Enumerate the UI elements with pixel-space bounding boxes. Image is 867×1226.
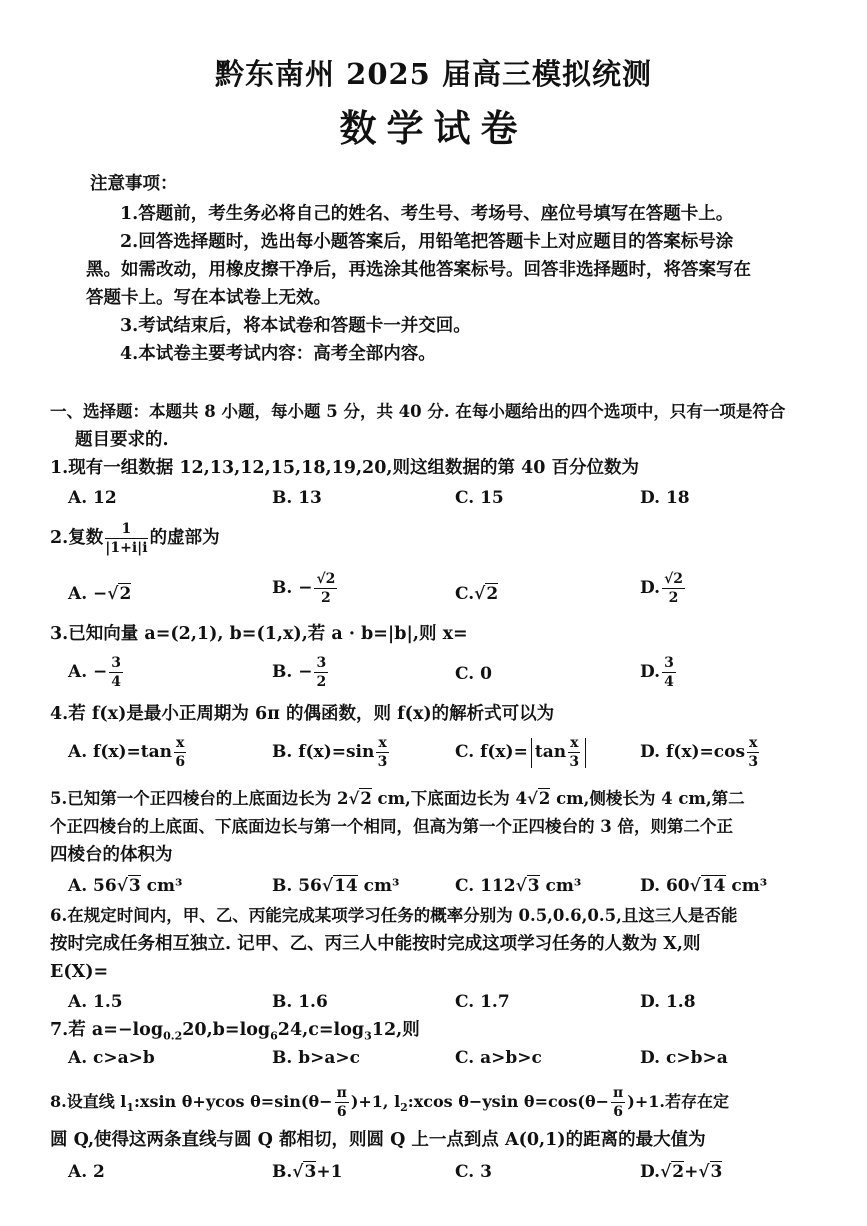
q5-d-unit: cm³ <box>725 876 768 896</box>
q3-d-den: 4 <box>664 674 674 690</box>
q7-pre: 7.若 a=−log <box>50 1020 164 1040</box>
q4-c-fraction <box>568 736 580 769</box>
q4-c-num: x <box>570 735 579 751</box>
q3-a-pre: A. − <box>68 662 108 682</box>
q8-d-pre: D. <box>640 1162 661 1182</box>
q2-b-pre: B. − <box>272 578 313 598</box>
q4-option-d <box>640 736 761 769</box>
q2-a-pre: A. − <box>68 584 108 604</box>
q6-option-a: A. 1.5 <box>68 992 123 1012</box>
q8-l1-c: )+1, l <box>350 1092 401 1111</box>
q3-a-fraction <box>109 656 123 689</box>
q3-option-b <box>272 656 330 689</box>
q1-option-b: B. 13 <box>272 488 322 508</box>
q4-b-num: x <box>378 735 387 751</box>
q5-c-unit: cm³ <box>539 876 582 896</box>
q5-l1-c: cm,侧棱长为 4 cm,第二 <box>550 789 745 808</box>
section-heading: 一、选择题：本题共 8 小题，每小题 5 分，共 40 分. 在每小题给出的四个选项中，只有一项是符合 <box>50 402 786 421</box>
q2-stem <box>50 522 220 555</box>
q6-option-d: D. 1.8 <box>640 992 696 1012</box>
q2-a-radicand: 2 <box>119 584 132 604</box>
note-3: 3.考试结束后，将本试卷和答题卡一并交回。 <box>120 316 471 336</box>
q7-stem <box>50 1018 420 1049</box>
q8-option-a: A. 2 <box>68 1162 105 1182</box>
q3-b-fraction <box>314 656 328 689</box>
subject-title: 数学试卷 <box>339 106 528 150</box>
note-4: 4.本试卷主要考试内容：高考全部内容。 <box>120 344 436 364</box>
q8-l1-b: :xsin θ+ycos θ=sin(θ− <box>134 1092 333 1111</box>
q1-option-c: C. 15 <box>455 488 504 508</box>
q6-option-b: B. 1.6 <box>272 992 328 1012</box>
q2-stem-pre: 2.复数 <box>50 528 104 548</box>
q4-b-pre: B. f(x)=sin <box>272 742 375 762</box>
q4-b-den: 3 <box>377 754 388 770</box>
q4-option-a <box>68 736 188 769</box>
q2-d-den: 2 <box>668 590 679 606</box>
q8-frac-1-num: π <box>336 1085 347 1101</box>
q4-option-b <box>272 736 391 769</box>
q8-option-c: C. 3 <box>455 1162 492 1182</box>
q8-frac-1-den: 6 <box>336 1104 347 1120</box>
q4-a-fraction <box>174 736 186 769</box>
q4-d-pre: D. f(x)=cos <box>640 742 746 762</box>
q8-frac-1 <box>335 1086 349 1119</box>
q8-b-pre: B. <box>272 1162 293 1182</box>
q7-end: 12,则 <box>371 1020 420 1040</box>
q5-option-c: C. 112√3 cm³ <box>455 876 582 896</box>
note-1: 1.答题前，考生务必将自己的姓名、考生号、考场号、座位号填写在答题卡上。 <box>120 204 734 224</box>
q4-d-den: 3 <box>748 754 759 770</box>
q5-l1-a: 5.已知第一个正四棱台的上底面边长为 2 <box>50 789 349 808</box>
q5-line-2: 个正四棱台的上底面、下底面边长与第一个相同，但高为第一个正四棱台的 3 倍，则第二个正 <box>50 817 733 836</box>
q5-b-rad: 14 <box>334 876 358 896</box>
q8-d-rad1: 2 <box>672 1162 685 1182</box>
q3-b-pre: B. − <box>272 662 313 682</box>
q5-a-pre: A. 56 <box>68 876 117 896</box>
q6-line-2: 按时完成任务相互独立. 记甲、乙、丙三人中能按时完成这项学习任务的人数为 X,则 <box>50 934 701 954</box>
exam-title: 黔东南州 2025 届高三模拟统测 <box>215 57 652 91</box>
q3-option-d <box>640 656 678 689</box>
q5-d-pre: D. 60 <box>640 876 690 896</box>
q4-d-fraction <box>747 736 759 769</box>
q8-sub-1: 1 <box>126 1101 135 1115</box>
q5-l1-rad1: 2 <box>360 789 372 808</box>
section-heading-cont: 题目要求的. <box>75 430 169 450</box>
q7-option-b: B. b>a>c <box>272 1048 360 1068</box>
q2-fraction <box>105 522 147 555</box>
q8-l1-a: 8.设直线 l <box>50 1092 127 1111</box>
q2-d-fraction <box>662 572 685 605</box>
q4-stem: 4.若 f(x)是最小正周期为 6π 的偶函数，则 f(x)的解析式可以为 <box>50 704 555 724</box>
q8-option-d: D.√2+√3 <box>640 1162 723 1182</box>
q1-stem: 1.现有一组数据 12,13,12,15,18,19,20,则这组数据的第 40 百分位数为 <box>50 458 640 478</box>
q6-line-3: E(X)= <box>50 962 109 982</box>
q2-d-pre: D. <box>640 578 661 598</box>
q8-frac-2-num: π <box>613 1085 624 1101</box>
note-2b: 黑。如需改动，用橡皮擦干净后，再选涂其他答案标号。回答非选择题时，将答案写在 <box>86 260 751 280</box>
q5-d-rad: 14 <box>701 876 726 896</box>
q5-option-a: A. 56√3 cm³ <box>68 876 183 896</box>
q2-option-a: A. −√2 <box>68 584 132 604</box>
q3-d-fraction <box>662 656 676 689</box>
q8-option-b: B.√3+1 <box>272 1162 343 1182</box>
q4-c-tan: tan <box>534 742 567 762</box>
q7-base-3: 3 <box>364 1029 372 1043</box>
q7-base-2: 6 <box>270 1029 278 1043</box>
q2-stem-post: 的虚部为 <box>149 528 220 548</box>
q5-l1-rad2: 2 <box>538 789 551 808</box>
q8-d-plus: + <box>684 1162 699 1182</box>
q3-option-c: C. 0 <box>455 664 492 684</box>
q2-b-den: 2 <box>321 590 331 606</box>
q5-c-pre: C. 112 <box>455 876 516 896</box>
q6-option-c: C. 1.7 <box>455 992 510 1012</box>
q2-option-b <box>272 572 339 605</box>
q3-a-den: 4 <box>111 674 122 690</box>
q8-line-1 <box>50 1086 729 1120</box>
q5-option-d: D. 60√14 cm³ <box>640 876 768 896</box>
q8-b-post: +1 <box>316 1162 343 1182</box>
q5-option-b: B. 56√14 cm³ <box>272 876 400 896</box>
q8-frac-2-den: 6 <box>613 1104 624 1120</box>
q4-a-num: x <box>176 735 185 751</box>
q3-d-pre: D. <box>640 662 661 682</box>
q3-d-num: 3 <box>664 655 674 671</box>
q4-c-den: 3 <box>569 754 580 770</box>
q2-b-fraction <box>314 572 337 605</box>
q8-sub-2: 2 <box>400 1101 408 1115</box>
q3-stem: 3.已知向量 a=(2,1), b=(1,x),若 a · b=|b|,则 x= <box>50 624 468 644</box>
q5-line-1: 5.已知第一个正四棱台的上底面边长为 2√2 cm,下底面边长为 4√2 cm,侧棱长为 4 cm,第二 <box>50 789 745 808</box>
q2-b-num: √2 <box>316 571 336 587</box>
q1-option-d: D. 18 <box>640 488 690 508</box>
q8-b-rad: 3 <box>304 1162 317 1182</box>
q5-l1-b: cm,下底面边长为 4 <box>371 789 528 808</box>
q2-fraction-num: 1 <box>105 522 147 539</box>
q5-line-3: 四棱台的体积为 <box>50 845 173 865</box>
q5-a-unit: cm³ <box>140 876 183 896</box>
q2-c-pre: C. <box>455 584 475 604</box>
q8-l1-d: :xcos θ−ysin θ=cos(θ− <box>407 1092 610 1111</box>
q4-b-fraction <box>376 736 388 769</box>
q4-c-abs-left <box>531 738 532 768</box>
q7-option-c: C. a>b>c <box>455 1048 542 1068</box>
q7-mid-2: 24,c=log <box>277 1020 365 1040</box>
q2-d-num: √2 <box>664 571 684 587</box>
notes-heading: 注意事项： <box>90 174 178 194</box>
q5-b-pre: B. 56 <box>272 876 322 896</box>
q5-b-unit: cm³ <box>357 876 400 896</box>
q8-d-rad2: 3 <box>710 1162 723 1182</box>
q4-a-pre: A. f(x)=tan <box>68 742 173 762</box>
q2-c-radicand: 2 <box>486 584 499 604</box>
q8-line-2: 圆 Q,使得这两条直线与圆 Q 都相切，则圆 Q 上一点到点 A(0,1)的距离的最大值为 <box>50 1130 706 1150</box>
q3-b-num: 3 <box>316 655 327 671</box>
q2-option-d <box>640 572 687 605</box>
q4-c-abs-right <box>585 738 586 768</box>
q5-a-rad: 3 <box>128 876 141 896</box>
q3-b-den: 2 <box>316 674 327 690</box>
q4-option-c <box>455 736 589 769</box>
q1-option-a: A. 12 <box>68 488 117 508</box>
q4-a-den: 6 <box>175 754 186 770</box>
q4-c-pre: C. f(x)= <box>455 742 528 762</box>
q7-mid-1: 20,b=log <box>182 1020 271 1040</box>
q8-frac-2 <box>611 1086 625 1119</box>
q3-a-num: 3 <box>111 655 122 671</box>
q8-l1-e: )+1.若存在定 <box>627 1092 729 1111</box>
q3-option-a <box>68 656 125 689</box>
q4-d-num: x <box>749 735 758 751</box>
q2-option-c: C.√2 <box>455 584 499 604</box>
q7-option-d: D. c>b>a <box>640 1048 728 1068</box>
note-2c: 答题卡上。写在本试卷上无效。 <box>86 288 331 308</box>
q6-line-1: 6.在规定时间内，甲、乙、丙能完成某项学习任务的概率分别为 0.5,0.6,0.5,且这三人是否能 <box>50 906 738 925</box>
q7-base-1: 0.2 <box>163 1029 183 1043</box>
q2-fraction-den: |1+i|i <box>105 540 148 556</box>
q5-c-rad: 3 <box>527 876 540 896</box>
note-2a: 2.回答选择题时，选出每小题答案后，用铅笔把答题卡上对应题目的答案标号涂 <box>120 232 734 252</box>
q7-option-a: A. c>a>b <box>68 1048 155 1068</box>
